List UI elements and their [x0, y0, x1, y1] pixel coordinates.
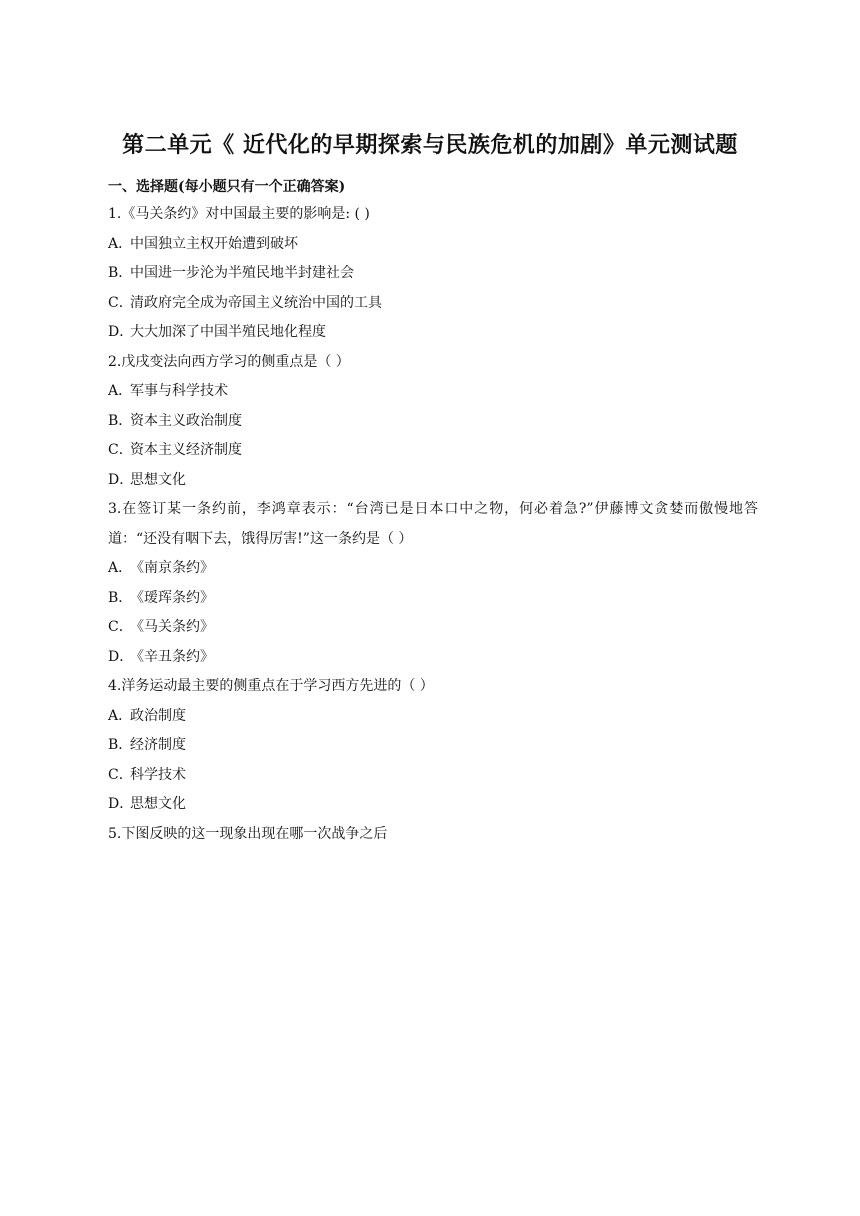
question-stem: 3.在签订某一条约前，李鸿章表示：“台湾已是日本口中之物，何必着急?”伊藤博文贪婪而傲慢地答道：“还没有咽下去，饿得厉害!”这一条约是（ ）	[108, 501, 758, 547]
option-text: 清政府完全成为帝国主义统治中国的工具	[130, 294, 382, 311]
option-text: 经济制度	[130, 737, 186, 753]
option-text: 思想文化	[130, 471, 186, 488]
answer-option	[108, 377, 758, 407]
option-letter: D．	[108, 324, 134, 340]
answer-option	[108, 584, 758, 614]
answer-option	[108, 731, 758, 761]
answer-option	[108, 289, 758, 319]
answer-option	[108, 761, 758, 791]
option-letter: C．	[108, 294, 133, 311]
option-text: 中国进一步沦为半殖民地半封建社会	[130, 265, 354, 281]
answer-option	[108, 259, 758, 289]
answer-option	[108, 702, 758, 732]
option-letter: A．	[108, 235, 133, 252]
option-letter: D．	[108, 471, 134, 488]
option-text: 资本主义政治制度	[130, 412, 242, 429]
option-text: 《南京条约》	[130, 560, 214, 576]
answer-option	[108, 230, 758, 260]
option-text: 《瑷珲条约》	[130, 589, 214, 606]
option-text: 《辛丑条约》	[130, 648, 214, 665]
question-4	[108, 672, 758, 820]
option-letter: C．	[108, 442, 133, 458]
question-2	[108, 348, 758, 496]
question-stem: 4.洋务运动最主要的侧重点在于学习西方先进的（ ）	[108, 678, 434, 694]
option-text: 科学技术	[130, 766, 186, 783]
option-text: 中国独立主权开始遭到破坏	[130, 235, 298, 252]
question-stem: 5.下图反映的这一现象出现在哪一次战争之后	[108, 825, 388, 842]
option-text: 资本主义经济制度	[130, 442, 242, 458]
question-1	[108, 200, 758, 348]
option-text: 政治制度	[130, 707, 186, 724]
answer-option	[108, 436, 758, 466]
answer-option	[108, 318, 758, 348]
answer-option	[108, 643, 758, 673]
option-letter: A．	[108, 383, 133, 399]
option-text: 军事与科学技术	[130, 383, 228, 399]
option-letter: B．	[108, 265, 133, 281]
option-letter: B．	[108, 412, 133, 429]
option-letter: C．	[108, 619, 133, 635]
question-3	[108, 495, 758, 672]
option-letter: B．	[108, 737, 133, 753]
option-letter: A．	[108, 707, 133, 724]
answer-option	[108, 613, 758, 643]
answer-option	[108, 554, 758, 584]
answer-option	[108, 790, 758, 820]
question-stem: 2.戊戌变法向西方学习的侧重点是（ ）	[108, 353, 350, 370]
option-letter: D．	[108, 648, 134, 665]
option-text: 《马关条约》	[130, 619, 214, 635]
question-list	[108, 200, 758, 849]
question-stem: 1.《马关条约》对中国最主要的影响是: ( )	[108, 206, 370, 222]
answer-option	[108, 466, 758, 496]
option-letter: B．	[108, 589, 133, 606]
option-text: 思想文化	[130, 796, 186, 812]
option-letter: A．	[108, 560, 133, 576]
answer-option	[108, 407, 758, 437]
option-letter: D．	[108, 796, 134, 812]
option-letter: C．	[108, 766, 133, 783]
document-title: 第二单元《 近代化的早期探索与民族危机的加剧》单元测试题	[122, 132, 738, 158]
section-heading: 一、选择题(每小题只有一个正确答案)	[108, 179, 346, 195]
option-text: 大大加深了中国半殖民地化程度	[130, 324, 326, 340]
question-5	[108, 820, 758, 850]
